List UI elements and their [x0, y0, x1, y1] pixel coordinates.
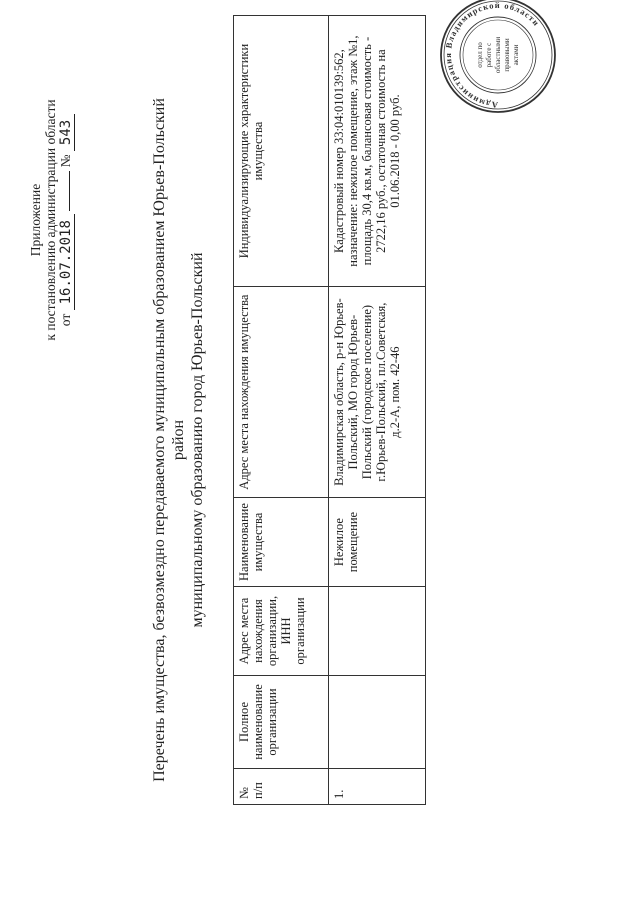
document-title: [150, 95, 207, 785]
header-property-name: Наименование имущества: [234, 498, 329, 587]
cell-property-name: Нежилое помещение: [329, 498, 426, 587]
table-row: [329, 16, 426, 805]
header-org-name: Полное наименование организации: [234, 676, 329, 769]
header-property-address: Адрес места нахождения имущества: [234, 287, 329, 498]
cell-property-address: Владимирская область, р-н Юрьев-Польский, МО город Юрьев-Польский (городское поселение) г.Юрьев-Польский, пл.Советская, д.2-А, пом. 42-46: [329, 287, 426, 498]
decree-date: 16.07.2018: [59, 214, 75, 310]
appendix-header: [28, 40, 75, 400]
number-prefix: №: [58, 154, 73, 168]
header-characteristics: Индивидуализирующие характеристики имущества: [234, 16, 329, 287]
seal-outer-text: Администрация Владимирской области: [442, 0, 543, 111]
cell-org-name: [329, 676, 426, 769]
appendix-reference: к постановлению администрации области: [43, 99, 58, 341]
title-line-1: Перечень имущества, безвозмездно передаваемого муниципальным образованием Юрьев-Польский район: [151, 98, 187, 782]
decree-number: 543: [59, 114, 75, 151]
appendix-label: Приложение: [28, 183, 43, 257]
cell-characteristics: Кадастровый номер 33:04:010139:562, назначение: нежилое помещение, этаж №1, площадь 30,4 кв.м, балансовая стоимость - 2722,16 руб., остаточная стоимость на 01.06.2018 - 0,00 руб.: [329, 16, 426, 287]
official-seal-stamp: [438, 0, 558, 115]
date-blank: [69, 171, 70, 211]
header-org-address: Адрес места нахождения организации, ИНН организации: [234, 587, 329, 676]
seal-inner-text: отдел поработе собластнымиправовымиактами: [476, 36, 520, 74]
appendix-date-line: [58, 40, 75, 400]
cell-org-address: [329, 587, 426, 676]
title-line-2: муниципальному образованию город Юрьев-Польский: [189, 252, 206, 628]
header-number: № п/п: [234, 769, 329, 805]
date-prefix: от: [58, 313, 73, 327]
cell-number: 1.: [329, 769, 426, 805]
table-header-row: [234, 16, 329, 805]
property-table: [233, 15, 426, 805]
